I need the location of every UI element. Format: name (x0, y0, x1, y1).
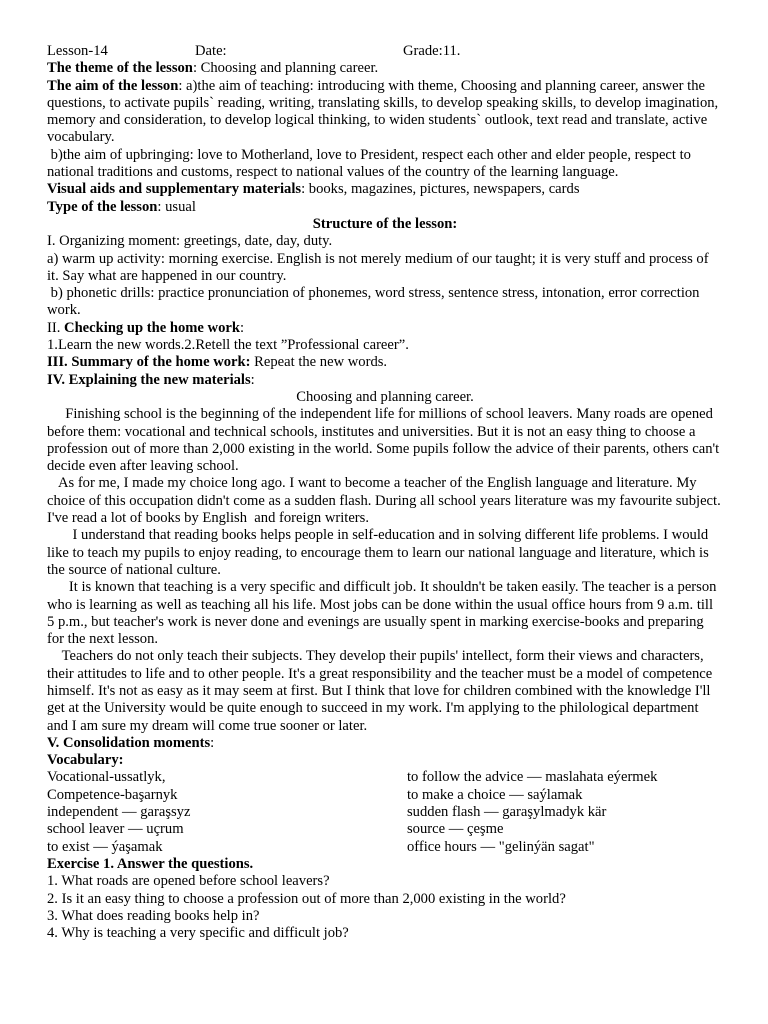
lesson-header (47, 43, 723, 60)
section-consolidation: V. Consolidation moments: (47, 734, 215, 751)
visual-aids-label: Visual aids and supplementary materials (47, 181, 302, 198)
theme-label: The theme of the lesson (47, 60, 193, 77)
exercise-question: 4. Why is teaching a very specific and difficult job? (47, 925, 349, 942)
warm-up-activity: a) warm up activity: morning exercise. English is not merely medium of our taught; it is very stuff and process of it. Say what are happened in our country. (47, 250, 709, 284)
vocabulary-left-column (47, 769, 407, 855)
lesson-grade: Grade:11. (403, 43, 461, 59)
vocabulary-item: sudden flash — garaşylmadyk kär (407, 804, 607, 821)
section-summary-homework: III. Summary of the home work: Repeat the new words. (47, 354, 388, 371)
vocabulary-item: to follow the advice — maslahata eýermek (407, 769, 658, 786)
vocabulary-item: to exist — ýaşamak (47, 838, 163, 855)
type-label: Type of the lesson (47, 198, 158, 215)
vocabulary-list (47, 769, 723, 855)
vocabulary-item: Vocational-ussatlyk, (47, 769, 166, 786)
exercise-title: Exercise 1. Answer the questions. (47, 855, 254, 872)
lesson-date: Date: (195, 43, 227, 59)
text-paragraph: Teachers do not only teach their subjects. They develop their pupils' intellect, form their views and characters, their attitudes to life and to other people. It's a great responsibility and the teacher must be a model of competence himself. It's not as easy as it may seem at first. But I think that love for children combined with the knowledge I'll get at the University would be quite enough to succeed in my work. I'm applying to the philological department and I am sure my dream will come true sooner or later. (47, 648, 716, 734)
section-new-materials: IV. Explaining the new materials: (47, 371, 255, 388)
theme-text: : Choosing and planning career. (192, 60, 379, 77)
type-text: : usual (157, 198, 196, 215)
text-title: Choosing and planning career. (296, 388, 474, 405)
vocabulary-item: to make a choice — saýlamak (407, 786, 583, 803)
text-paragraph: As for me, I made my choice long ago. I want to become a teacher of the English language and literature. My choice of this occupation didn't come as a sudden flash. During all school years literature was my favourite subject. I've read a lot of books by English and foreign writers. (47, 475, 725, 527)
lesson-aim (47, 78, 723, 147)
visual-aids (47, 181, 723, 198)
lesson-theme (47, 60, 723, 77)
visual-aids-text: : books, magazines, pictures, newspapers, cards (301, 181, 580, 198)
phonetic-drills: b) phonetic drills: practice pronunciation of phonemes, word stress, sentence stress, intonation, error correction work. (47, 285, 704, 319)
exercise-question: 2. Is it an easy thing to choose a profession out of more than 2,000 existing in the world? (47, 890, 566, 907)
vocabulary-item: school leaver — uçrum (47, 821, 184, 838)
aim-label: The aim of the lesson (47, 77, 179, 94)
structure-title: Structure of the lesson: (312, 215, 458, 232)
text-paragraph: It is known that teaching is a very specific and difficult job. It shouldn't be taken easily. The teacher is a person who is learning as well as teaching all his life. Most jobs can be done within the usual office hours from 9 a.m. till 5 p.m., but teacher's work is never done and evenings are usually spent in marking exercise-books and preparing for the next lesson. (47, 579, 721, 648)
section-organizing-moment: I. Organizing moment: greetings, date, day, duty. (47, 233, 333, 250)
vocabulary-right-column (407, 769, 723, 855)
homework-tasks: 1.Learn the new words.2.Retell the text ”Professional career”. (47, 337, 409, 354)
vocabulary-item: source — çeşme (407, 821, 504, 838)
text-paragraph: I understand that reading books helps people in self-education and in solving different life problems. I would like to teach my pupils to enjoy reading, to encourage them to learn our national language and literature, which is the source of national culture. (47, 527, 713, 578)
text-paragraph: Finishing school is the beginning of the independent life for millions of school leavers. Many roads are opened before them: vocational and technical schools, institutes and universities. But it is not an easy thing to choose a profession out of more than 2,000 existing in the world. Some pupils follow the advice of their parents, others can't decide even after leaving school. (47, 406, 723, 475)
section-checking-homework: II. Checking up the home work: (47, 319, 245, 336)
aim-text: : a)the aim of teaching: introducing with theme, Choosing and planning career, answer the questions, to activate pupils` reading, writing, translating skills, to develop speaking skills, to develop imagination, memory and consideration, to develop logical thinking, to widen students` outlook, text read and translate, active vocabulary. (47, 77, 719, 146)
vocabulary-item: Competence-başarnyk (47, 786, 178, 803)
lesson-plan-page (47, 43, 723, 942)
aim-upbringing: b)the aim of upbringing: love to Motherland, love to President, respect each other and elder people, respect to national traditions and customs, respect to national values of the country of the learning language. (47, 146, 695, 181)
vocabulary-item: independent — garaşsyz (47, 804, 191, 821)
lesson-number: Lesson-14 (47, 43, 108, 59)
exercise-question: 3. What does reading books help in? (47, 907, 260, 924)
vocabulary-item: office hours — "gelinýän sagat" (407, 838, 595, 855)
exercise-question: 1. What roads are opened before school leavers? (47, 873, 330, 890)
vocabulary-title: Vocabulary: (47, 752, 124, 769)
lesson-type (47, 199, 723, 216)
